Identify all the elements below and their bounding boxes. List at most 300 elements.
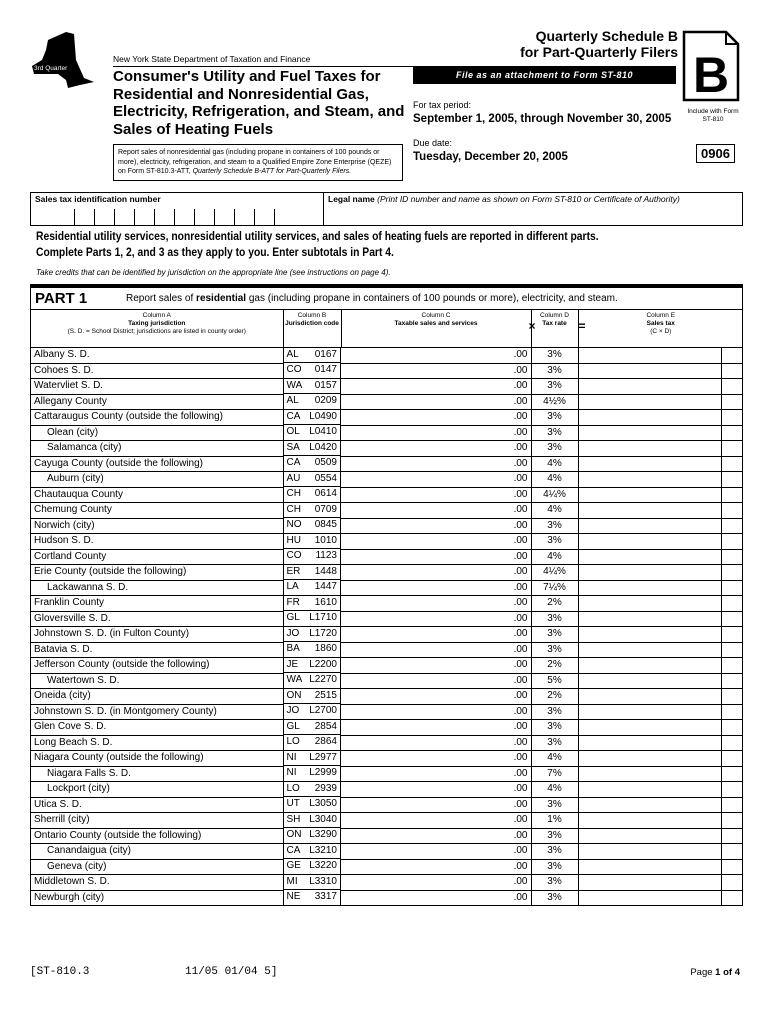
taxable-sales-input[interactable]: .00 [341, 766, 531, 782]
sales-tax-dollars-input[interactable] [578, 859, 721, 875]
taxable-sales-input[interactable]: .00 [341, 627, 531, 643]
code-prefix: UT [286, 798, 300, 809]
sales-tax-dollars-input[interactable] [578, 596, 721, 612]
code-number: 0709 [314, 503, 337, 515]
tax-rate: 7% [531, 766, 578, 782]
sales-tax-cents-input[interactable] [721, 735, 743, 751]
jurisdiction-name: Salamanca (city) [31, 441, 283, 457]
code-prefix: AL [286, 395, 299, 406]
sales-tax-dollars-input[interactable] [578, 844, 721, 860]
tax-rate: 4% [531, 751, 578, 767]
table-row [31, 766, 743, 782]
taxable-sales-input[interactable]: .00 [341, 720, 531, 736]
tax-rate: 3% [531, 410, 578, 426]
sales-tax-cents-input[interactable] [721, 596, 743, 612]
code-prefix: ON [286, 829, 302, 840]
sales-tax-cents-input[interactable] [721, 363, 743, 379]
taxable-sales-input[interactable]: .00 [341, 518, 531, 534]
sales-tax-cents-input[interactable] [721, 797, 743, 813]
code-number: 2864 [314, 736, 337, 747]
taxable-sales-input[interactable]: .00 [341, 875, 531, 891]
taxable-sales-input[interactable]: .00 [341, 503, 531, 519]
jurisdiction-code [284, 580, 342, 596]
tax-rate: 4% [531, 472, 578, 488]
jurisdiction-name: Johnstown S. D. (in Fulton County) [31, 627, 283, 643]
table-row [31, 720, 743, 736]
qeze-note-italic: Quarterly Schedule B-ATT for Part-Quarterly Filers. [192, 168, 352, 175]
form-code: 0906 [696, 144, 735, 163]
parts-instructions [36, 228, 599, 260]
jurisdiction-code [284, 472, 342, 488]
sales-tax-dollars-input[interactable] [578, 363, 721, 379]
jurisdiction-name: Johnstown S. D. (in Montgomery County) [31, 704, 283, 720]
jurisdiction-name: Newburgh (city) [31, 890, 283, 906]
tax-rate: 2% [531, 596, 578, 612]
tax-rate: 3% [531, 347, 578, 363]
col-d-title: Column D [540, 312, 569, 319]
column-e-header [578, 310, 743, 347]
jurisdiction-code [284, 735, 342, 751]
code-number: L3040 [309, 813, 337, 825]
table-row [31, 596, 743, 612]
sales-tax-dollars-input[interactable] [578, 565, 721, 581]
column-c-header [341, 310, 536, 347]
times-symbol: × [528, 319, 536, 333]
code-number: L2700 [309, 705, 337, 716]
table-row [31, 642, 743, 658]
sales-tax-dollars-input[interactable] [578, 704, 721, 720]
tax-rate: 4¼% [531, 487, 578, 503]
jurisdiction-name: Chemung County [31, 503, 283, 519]
new-york-state-map-icon [28, 30, 98, 90]
file-attachment-banner: File as an attachment to Form ST-810 [413, 66, 676, 84]
jurisdiction-code [284, 379, 342, 395]
sales-tax-dollars-input[interactable] [578, 503, 721, 519]
taxable-sales-input[interactable]: .00 [341, 890, 531, 906]
jurisdiction-name: Watertown S. D. [31, 673, 283, 689]
sales-tax-id-label: Sales tax identification number [35, 194, 161, 204]
sales-tax-dollars-input[interactable] [578, 735, 721, 751]
jurisdiction-name: Ontario County (outside the following) [31, 828, 283, 844]
sales-tax-cents-input[interactable] [721, 565, 743, 581]
jurisdiction-name: Auburn (city) [31, 472, 283, 488]
sales-tax-dollars-input[interactable] [578, 487, 721, 503]
taxable-sales-input[interactable]: .00 [341, 472, 531, 488]
table-row [31, 580, 743, 596]
code-number: 1860 [314, 643, 337, 654]
table-row [31, 534, 743, 550]
code-number: 2515 [314, 689, 337, 701]
taxable-sales-input[interactable]: .00 [341, 487, 531, 503]
jurisdiction-name: Utica S. D. [31, 797, 283, 813]
jurisdiction-code [284, 689, 342, 705]
code-number: 3317 [314, 891, 337, 902]
tax-rate: 3% [531, 720, 578, 736]
code-number: 0554 [314, 472, 337, 484]
sales-tax-dollars-input[interactable] [578, 627, 721, 643]
code-number: 0845 [314, 519, 337, 530]
col-b-title: Column B [297, 312, 327, 319]
jurisdiction-code [284, 363, 342, 379]
column-d-header [531, 310, 586, 347]
code-prefix: BA [286, 643, 300, 654]
code-number: L3220 [309, 860, 337, 871]
legal-name-hint: (Print ID number and name as shown on Form ST-810 or Certificate of Authority) [377, 194, 680, 204]
code-prefix: AU [286, 472, 301, 484]
sales-tax-cents-input[interactable] [721, 658, 743, 674]
sales-tax-dollars-input[interactable] [578, 751, 721, 767]
form-number: [ST-810.3 [30, 966, 90, 978]
legal-name-label: Legal name [328, 194, 375, 204]
jurisdiction-code [284, 534, 342, 550]
taxable-sales-input[interactable]: .00 [341, 797, 531, 813]
sales-tax-dollars-input[interactable] [578, 534, 721, 550]
taxable-sales-input[interactable]: .00 [341, 394, 531, 410]
due-date-label: Due date: [413, 138, 453, 148]
code-number: L0410 [309, 426, 337, 437]
tax-rate: 3% [531, 890, 578, 906]
sales-tax-cents-input[interactable] [721, 518, 743, 534]
jurisdiction-name: Lockport (city) [31, 782, 283, 798]
jurisdiction-name: Long Beach S. D. [31, 735, 283, 751]
table-row [31, 859, 743, 875]
sales-tax-dollars-input[interactable] [578, 379, 721, 395]
form-revision-codes: 11/05 01/04 5] [185, 966, 278, 978]
sales-tax-dollars-input[interactable] [578, 782, 721, 798]
table-row [31, 875, 743, 891]
code-prefix: JO [286, 627, 300, 639]
sales-tax-cents-input[interactable] [721, 580, 743, 596]
sales-tax-dollars-input[interactable] [578, 347, 721, 363]
sales-tax-dollars-input[interactable] [578, 890, 721, 906]
sales-tax-cents-input[interactable] [721, 844, 743, 860]
table-row [31, 549, 743, 565]
jurisdiction-code [284, 425, 342, 441]
sales-tax-cents-input[interactable] [721, 441, 743, 457]
code-prefix: CH [286, 488, 301, 499]
jurisdiction-code [284, 859, 342, 875]
code-number: L3050 [309, 798, 337, 809]
code-prefix: WA [286, 379, 303, 391]
page-number: 1 [715, 967, 721, 978]
sales-tax-dollars-input[interactable] [578, 766, 721, 782]
sales-tax-cents-input[interactable] [721, 704, 743, 720]
identification-section [30, 192, 743, 226]
taxable-sales-input[interactable]: .00 [341, 534, 531, 550]
jurisdiction-code [284, 813, 342, 829]
code-number: 0147 [314, 364, 337, 375]
part-1-header [31, 288, 742, 310]
credits-note: Take credits that can be identified by jurisdiction on the appropriate line (see instructions on page 4). [36, 268, 391, 277]
code-number: L1720 [309, 627, 337, 639]
jurisdiction-code [284, 751, 342, 767]
sales-tax-cents-input[interactable] [721, 642, 743, 658]
jurisdiction-name: Geneva (city) [31, 859, 283, 875]
sales-tax-dollars-input[interactable] [578, 580, 721, 596]
sales-tax-cents-input[interactable] [721, 689, 743, 705]
sales-tax-dollars-input[interactable] [578, 441, 721, 457]
taxable-sales-input[interactable]: .00 [341, 425, 531, 441]
tax-rate: 3% [531, 627, 578, 643]
tax-rate: 3% [531, 828, 578, 844]
jurisdiction-name: Lackawanna S. D. [31, 580, 283, 596]
jurisdiction-code [284, 565, 342, 581]
sales-tax-dollars-input[interactable] [578, 611, 721, 627]
sales-tax-dollars-input[interactable] [578, 456, 721, 472]
code-number: 1447 [314, 581, 337, 592]
code-number: 0614 [314, 488, 337, 499]
jurisdiction-name: Glen Cove S. D. [31, 720, 283, 736]
sales-tax-dollars-input[interactable] [578, 549, 721, 565]
sales-tax-cents-input[interactable] [721, 890, 743, 906]
column-a-header [31, 310, 283, 347]
jurisdiction-name: Cattaraugus County (outside the following) [31, 410, 283, 426]
code-prefix: NI [286, 751, 297, 763]
table-row [31, 503, 743, 519]
legal-name-input[interactable] [323, 193, 743, 225]
code-number: L2977 [309, 751, 337, 763]
jurisdiction-name: Sherrill (city) [31, 813, 283, 829]
part-1-label: PART 1 [35, 290, 88, 307]
jurisdiction-name: Cortland County [31, 549, 283, 565]
taxable-sales-input[interactable]: .00 [341, 673, 531, 689]
tax-rate: 3% [531, 844, 578, 860]
taxable-sales-input[interactable]: .00 [341, 689, 531, 705]
code-prefix: CO [286, 550, 302, 561]
sales-tax-dollars-input[interactable] [578, 394, 721, 410]
jurisdiction-name: Allegany County [31, 394, 283, 410]
sales-tax-dollars-input[interactable] [578, 658, 721, 674]
sales-tax-dollars-input[interactable] [578, 410, 721, 426]
sales-tax-cents-input[interactable] [721, 456, 743, 472]
sales-tax-cents-input[interactable] [721, 875, 743, 891]
tax-rate: 7¼% [531, 580, 578, 596]
sales-tax-dollars-input[interactable] [578, 472, 721, 488]
table-row [31, 472, 743, 488]
taxable-sales-input[interactable]: .00 [341, 828, 531, 844]
sales-tax-dollars-input[interactable] [578, 720, 721, 736]
sales-tax-dollars-input[interactable] [578, 425, 721, 441]
qeze-note-text: Report sales of nonresidential gas (including propane in containers of 100 pounds or more), electricity, refrigeration, and steam to a Qualified Empire Zone Enterprise (QEZE) on Form ST-810.3-ATT, [118, 149, 392, 175]
desc-bold: residential [196, 293, 247, 304]
tax-rate: 3% [531, 875, 578, 891]
sales-tax-dollars-input[interactable] [578, 673, 721, 689]
code-number: L2270 [309, 674, 337, 685]
jurisdiction-code [284, 828, 342, 844]
equals-symbol: = [578, 319, 586, 333]
col-c-name: Taxable sales and services [394, 320, 478, 327]
sales-tax-cents-input[interactable] [721, 813, 743, 829]
sales-tax-cents-input[interactable] [721, 472, 743, 488]
column-b-header [283, 310, 341, 347]
sales-tax-cents-input[interactable] [721, 751, 743, 767]
taxable-sales-input[interactable]: .00 [341, 456, 531, 472]
code-number: 1610 [314, 596, 337, 608]
sales-tax-cents-input[interactable] [721, 627, 743, 643]
table-row [31, 751, 743, 767]
code-prefix: ER [286, 565, 301, 577]
tax-rate: 4% [531, 503, 578, 519]
page-indicator [690, 967, 740, 978]
taxable-sales-input[interactable]: .00 [341, 441, 531, 457]
taxable-sales-input[interactable]: .00 [341, 658, 531, 674]
schedule-b-document-icon [682, 30, 740, 102]
code-prefix: NO [286, 519, 302, 530]
code-prefix: LA [286, 581, 299, 592]
jurisdiction-code [284, 890, 342, 906]
code-prefix: JO [286, 705, 300, 716]
sales-tax-cents-input[interactable] [721, 828, 743, 844]
taxable-sales-input[interactable]: .00 [341, 782, 531, 798]
taxable-sales-input[interactable]: .00 [341, 642, 531, 658]
jurisdiction-name: Norwich (city) [31, 518, 283, 534]
jurisdiction-name: Canandaigua (city) [31, 844, 283, 860]
table-row [31, 828, 743, 844]
jurisdiction-code [284, 487, 342, 503]
code-number: 2939 [314, 782, 337, 794]
code-prefix: CA [286, 410, 301, 422]
schedule-title [520, 28, 678, 60]
code-prefix: AL [286, 348, 299, 360]
col-a-name: Taxing jurisdiction [128, 320, 186, 327]
sales-tax-dollars-input[interactable] [578, 689, 721, 705]
tax-rate: 1% [531, 813, 578, 829]
taxable-sales-input[interactable]: .00 [341, 596, 531, 612]
taxable-sales-input[interactable]: .00 [341, 549, 531, 565]
tax-rate: 3% [531, 642, 578, 658]
code-prefix: SA [286, 441, 300, 453]
tax-rate: 3% [531, 611, 578, 627]
table-row [31, 425, 743, 441]
taxable-sales-input[interactable]: .00 [341, 859, 531, 875]
tax-rate: 3% [531, 797, 578, 813]
jurisdiction-name: Erie County (outside the following) [31, 565, 283, 581]
sales-tax-dollars-input[interactable] [578, 642, 721, 658]
code-number: 0209 [314, 395, 337, 406]
jurisdiction-code [284, 704, 342, 720]
table-row [31, 813, 743, 829]
taxable-sales-input[interactable]: .00 [341, 580, 531, 596]
jurisdiction-code [284, 720, 342, 736]
code-prefix: GL [286, 612, 300, 623]
sales-tax-cents-input[interactable] [721, 549, 743, 565]
sales-tax-cents-input[interactable] [721, 503, 743, 519]
schedule-title-line1: Quarterly Schedule B [535, 28, 678, 44]
code-number: L2200 [309, 658, 337, 670]
sales-tax-cents-input[interactable] [721, 394, 743, 410]
sales-tax-dollars-input[interactable] [578, 797, 721, 813]
jurisdiction-code [284, 441, 342, 457]
sales-tax-cents-input[interactable] [721, 410, 743, 426]
sales-tax-cents-input[interactable] [721, 859, 743, 875]
taxable-sales-input[interactable]: .00 [341, 565, 531, 581]
sales-tax-cents-input[interactable] [721, 766, 743, 782]
tax-rate: 3% [531, 534, 578, 550]
col-b-name: Jurisdiction code [285, 320, 339, 327]
jurisdiction-code [284, 456, 342, 472]
sales-tax-cents-input[interactable] [721, 673, 743, 689]
code-prefix: GE [286, 860, 301, 871]
code-prefix: NE [286, 891, 301, 902]
tax-rate: 4¼% [531, 565, 578, 581]
sales-tax-cents-input[interactable] [721, 379, 743, 395]
table-row [31, 782, 743, 798]
code-prefix: NI [286, 767, 297, 778]
sales-tax-cents-input[interactable] [721, 720, 743, 736]
code-prefix: SH [286, 813, 301, 825]
taxable-sales-input[interactable]: .00 [341, 347, 531, 363]
sales-tax-dollars-input[interactable] [578, 875, 721, 891]
jurisdiction-code [284, 673, 342, 689]
sales-tax-cents-input[interactable] [721, 487, 743, 503]
quarter-label: 3rd Quarter [34, 65, 68, 72]
taxable-sales-input[interactable]: .00 [341, 704, 531, 720]
tax-rate: 2% [531, 658, 578, 674]
jurisdiction-code [284, 642, 342, 658]
taxable-sales-input[interactable]: .00 [341, 735, 531, 751]
taxable-sales-input[interactable]: .00 [341, 751, 531, 767]
part-1-section [30, 284, 743, 906]
sales-tax-dollars-input[interactable] [578, 828, 721, 844]
form-title: Consumer's Utility and Fuel Taxes for Residential and Nonresidential Gas, Electricity, Refrigeration, and Steam, and Sales of Heating Fuels [113, 68, 405, 138]
taxable-sales-input[interactable]: .00 [341, 379, 531, 395]
jurisdiction-name: Jefferson County (outside the following) [31, 658, 283, 674]
jurisdiction-code [284, 766, 342, 782]
code-number: L3310 [309, 875, 337, 887]
sales-tax-cents-input[interactable] [721, 782, 743, 798]
jurisdiction-code [284, 611, 342, 627]
col-e-title: Column E [646, 312, 676, 319]
code-number: L3210 [309, 844, 337, 856]
jurisdiction-code [284, 875, 342, 891]
col-c-title: Column C [421, 312, 451, 319]
desc-pre: Report sales of [126, 293, 197, 304]
sales-tax-id-input[interactable] [55, 209, 275, 225]
sales-tax-cents-input[interactable] [721, 347, 743, 363]
jurisdiction-name: Cohoes S. D. [31, 363, 283, 379]
taxable-sales-input[interactable]: .00 [341, 813, 531, 829]
sales-tax-cents-input[interactable] [721, 534, 743, 550]
table-row [31, 611, 743, 627]
include-note: Include with Form ST-810 [687, 108, 739, 123]
jurisdiction-name: Watervliet S. D. [31, 379, 283, 395]
taxable-sales-input[interactable]: .00 [341, 611, 531, 627]
sales-tax-cents-input[interactable] [721, 611, 743, 627]
table-row [31, 673, 743, 689]
jurisdiction-name: Olean (city) [31, 425, 283, 441]
jurisdiction-code [284, 658, 342, 674]
jurisdiction-table [31, 310, 743, 906]
tax-rate: 4% [531, 782, 578, 798]
sales-tax-dollars-input[interactable] [578, 518, 721, 534]
tax-rate: 2% [531, 689, 578, 705]
instructions-line2: Complete Parts 1, 2, and 3 as they apply to you. Enter subtotals in Part 4. [36, 245, 394, 259]
jurisdiction-code [284, 627, 342, 643]
sales-tax-dollars-input[interactable] [578, 813, 721, 829]
code-prefix: CA [286, 457, 301, 468]
sales-tax-cents-input[interactable] [721, 425, 743, 441]
jurisdiction-code [284, 782, 342, 798]
tax-rate: 5% [531, 673, 578, 689]
col-d-name: Tax rate [542, 320, 567, 327]
taxable-sales-input[interactable]: .00 [341, 363, 531, 379]
code-prefix: FR [286, 596, 300, 608]
tax-rate: 3% [531, 425, 578, 441]
code-number: 0167 [314, 348, 337, 360]
taxable-sales-input[interactable]: .00 [341, 410, 531, 426]
jurisdiction-name: Batavia S. D. [31, 642, 283, 658]
taxable-sales-input[interactable]: .00 [341, 844, 531, 860]
